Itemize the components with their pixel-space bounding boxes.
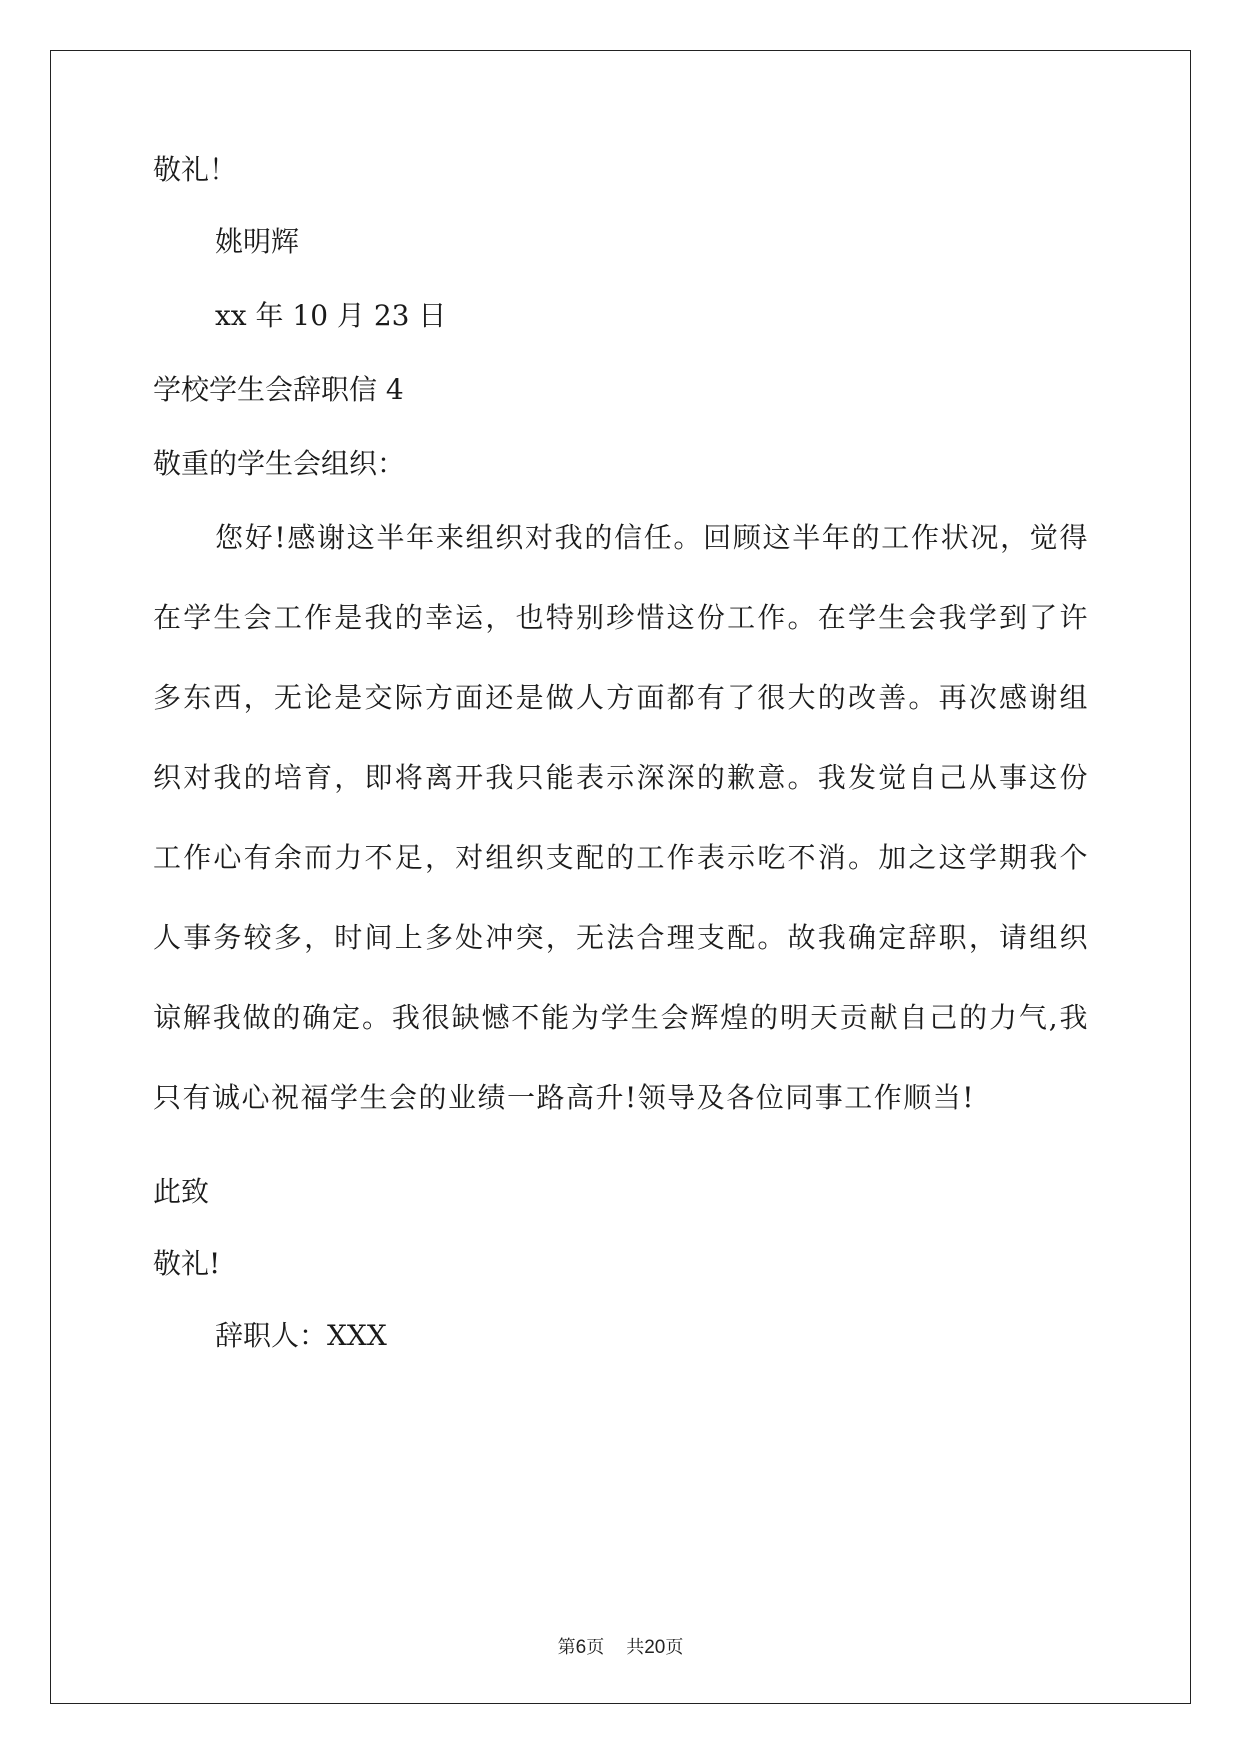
footer-total-prefix: 共 [626, 1637, 645, 1658]
signer-name: 姚明辉 [215, 225, 300, 258]
footer-total-label: 页 [665, 1637, 684, 1658]
footer-prefix: 第 [557, 1637, 576, 1658]
body-paragraph: 您好!感谢这半年来组织对我的信任。回顾这半年的工作状况，觉得在学生会工作是我的幸运，也特别珍惜这份工作。在学生会我学到了许多东西，无论是交际方面还是做人方面都有了很大的改善。再次感谢组织对我的培育，即将离开我只能表示深深的歉意。我发觉自己从事这份工作心有余而力不足，对组织支配的工作表示吃不消。加之这学期我个人事务较多，时间上多处冲突，无法合理支配。故我确定辞职，请组织谅解我做的确定。我很缺憾不能为学生会辉煌的明天贡献自己的力气,我只有诚心祝福学生会的业绩一路高升!领导及各位同事工作顺当! [153, 521, 1089, 1114]
footer-page-label: 页 [586, 1637, 605, 1658]
salutation: 敬重的学生会组织： [153, 447, 406, 480]
closing-salute-2: 此致 [153, 1175, 210, 1208]
closing-salute-1: 敬礼！ [153, 153, 238, 186]
signer-date: xx 年 10 月 23 日 [215, 299, 447, 332]
section-title: 学校学生会辞职信 4 [153, 373, 404, 406]
closing-salute-3: 敬礼! [153, 1247, 221, 1280]
resigner-signature: 辞职人：XXX [215, 1319, 387, 1352]
current-page-number: 6 [575, 1637, 587, 1658]
page-footer [0, 1636, 1241, 1660]
total-pages-number: 20 [644, 1637, 666, 1658]
